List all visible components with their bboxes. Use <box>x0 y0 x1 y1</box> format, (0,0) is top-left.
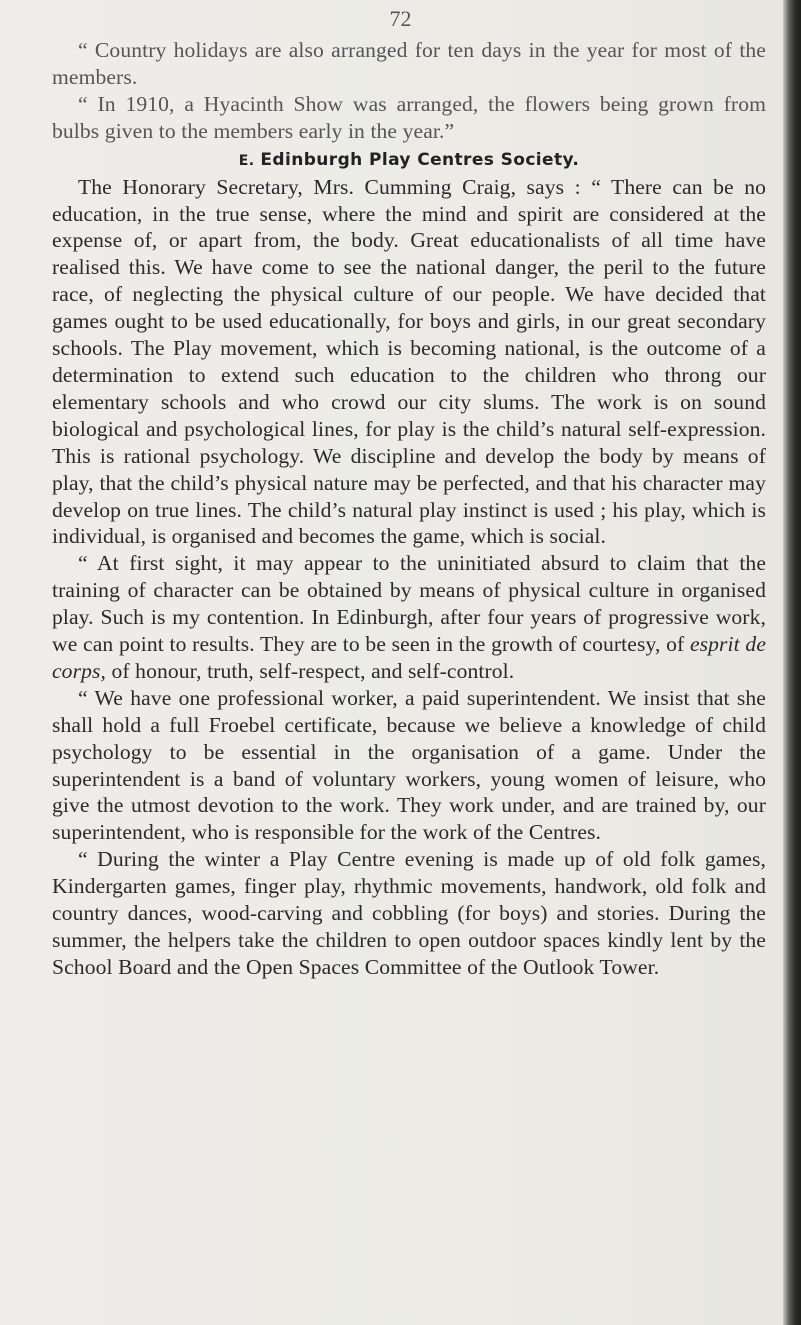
esprit-de-corps-italic: esprit de corps, <box>52 632 766 683</box>
paragraph-hyacinth-show: “ In 1910, a Hyacinth Show was arranged, the flowers being grown from bulbs given to the members early in the year.” <box>52 91 766 143</box>
paragraph-honorary-secretary: The Honorary Secretary, Mrs. Cumming Craig, says : “ There can be no education, in the true sense, where the mind and spirit are considered at the expense of, or apart from, the body. Great educationalists of all time have realised this. We have come to see the national danger, the peril to the future race, of neglecting the physical culture of our people. We have decided that games ought to be used educationally, for boys and girls, in our great secondary schools. The Play movement, which is becoming national, is the outcome of a determination to extend such education to the children who throng our elementary schools and who crowd our city slums. The work is on sound biological and psychological lines, for play is the child’s natural self-expression. This is rational psychology. We discipline and develop the body by means of play, that the child’s physical nature may be perfected, and that his character may develop on true lines. The child’s natural play instinct is used ; his play, which is individual, is organised and becomes the game, which is social. <box>52 174 766 549</box>
paragraph-first-sight-end: of honour, truth, self-respect, and self-control. <box>111 658 515 683</box>
paragraph-country-holidays: “ Country holidays are also arranged for ten days in the year for most of the members. <box>52 38 766 89</box>
section-letter: E. <box>238 152 255 169</box>
paragraph-first-sight-text: “ At first sight, it may appear to the uninitiated absurd to claim that the training of character can be obtained by means of physical culture in organised play. Such is my contention. In Edinburgh, after four years of progressive work, we can point to results. They are to be seen in the growth of courtesy, of <box>52 551 766 657</box>
page-edge-shadow <box>783 0 801 1325</box>
paragraph-first-sight <box>52 550 766 685</box>
section-title: Edinburgh Play Centres Society. <box>260 149 580 170</box>
page-number: 72 <box>389 6 412 31</box>
paragraph-professional-worker: “ We have one professional worker, a paid superintendent. We insist that she shall hold a full Froebel certificate, because we believe a knowledge of child psychology to be essential in the organisation of a game. Under the superintendent is a band of voluntary workers, young women of leisure, who give the utmost devotion to the work. They work under, and are trained by, our superintendent, who is responsible for the work of the Centres. <box>52 685 766 845</box>
page-body <box>52 37 766 981</box>
section-heading <box>52 149 766 172</box>
paragraph-winter-evening: “ During the winter a Play Centre evening is made up of old folk games, Kindergarten games, finger play, rhythmic movements, handwork, old folk and country dances, wood-carving and cobbling (for boys) and stories. During the summer, the helpers take the children to open outdoor spaces kindly lent by the School Board and the Open Spaces Committee of the Outlook Tower. <box>52 847 766 979</box>
